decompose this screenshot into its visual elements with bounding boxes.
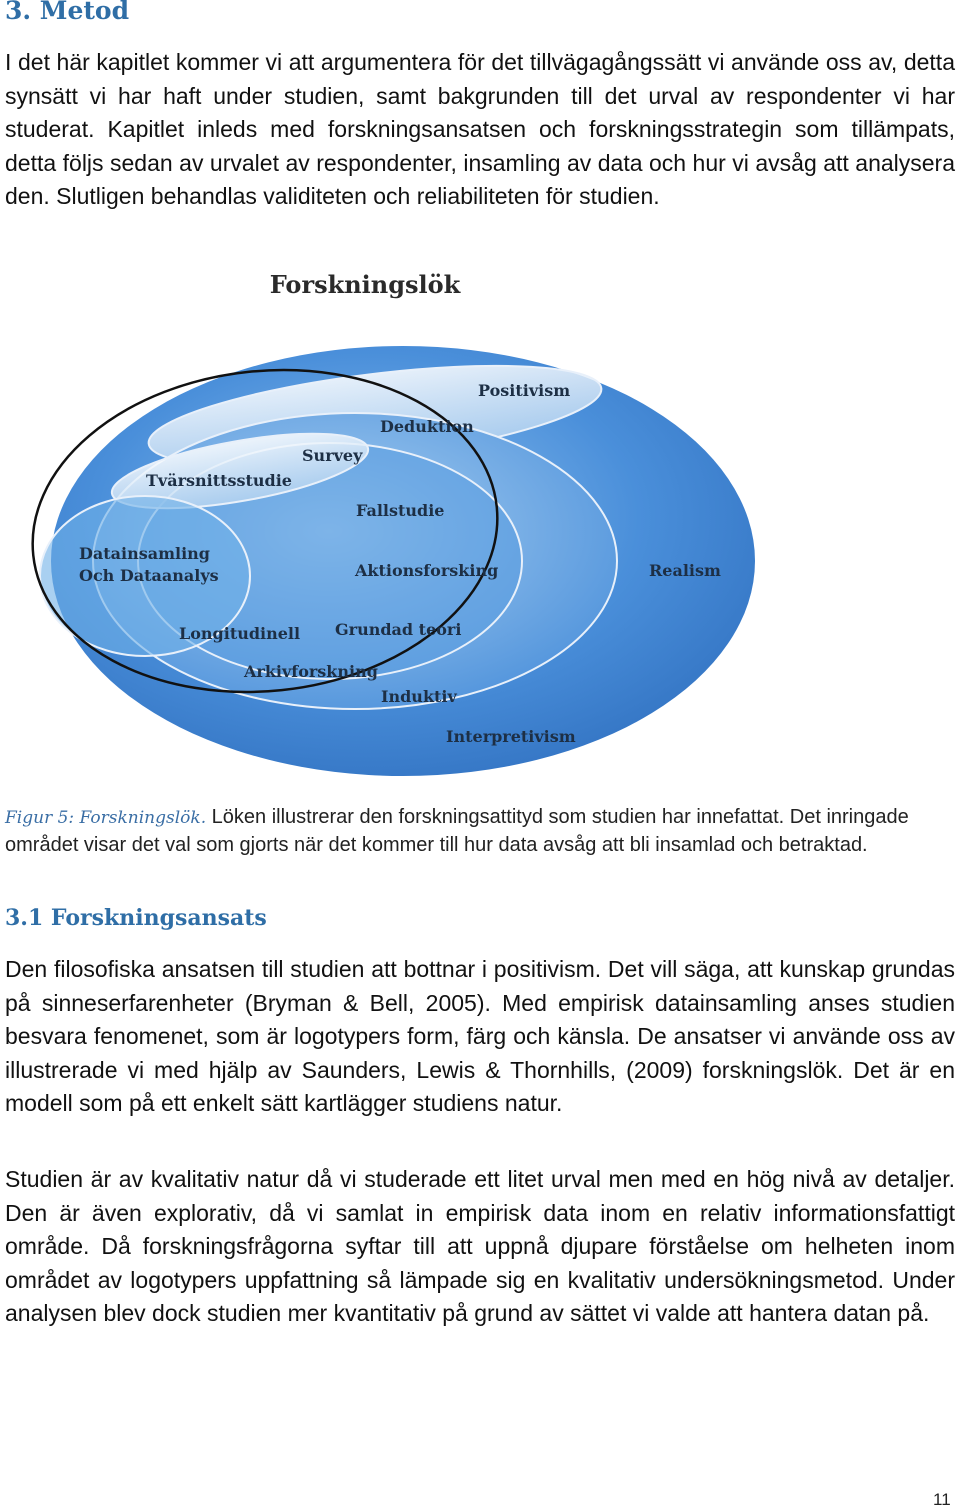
label-survey: Survey (302, 446, 363, 465)
figure-title: Forskningslök (269, 270, 461, 299)
label-tvarsnittsstudie: Tvärsnittsstudie (146, 471, 292, 490)
label-induktiv: Induktiv (381, 687, 457, 706)
label-arkivforskning: Arkivforskning (244, 662, 378, 681)
research-onion-diagram (20, 256, 760, 786)
research-onion-figure (20, 256, 760, 786)
label-grundad-teori: Grundad teori (335, 620, 462, 639)
label-fallstudie: Fallstudie (356, 501, 445, 520)
caption-label: Figur 5: Forskningslök. (5, 808, 207, 828)
label-interpretivism: Interpretivism (446, 727, 576, 746)
intro-paragraph: I det här kapitlet kommer vi att argumentera för det tillvägagångssätt vi använde oss av, detta synsätt vi har haft under studien, samt bakgrunden till det urval av respondenter vi har studerat. Kapitlet inleds med forskningsansatsen och forskningsstrategin som tillämpats, detta följs sedan av urvalet av respondenter, insamling av data och hur vi avsåg att analysera den. Slutligen behandlas validiteten och reliabiliteten för studien. (5, 49, 955, 210)
page-number: 11 (933, 1490, 951, 1509)
chapter-heading: 3. Metod (5, 0, 130, 25)
label-datainsamling: Datainsamling (79, 544, 210, 563)
section-heading: 3.1 Forskningsansats (5, 905, 267, 931)
label-aktionsforsking: Aktionsforsking (355, 561, 499, 580)
label-longitudinell: Longitudinell (179, 624, 301, 643)
section-paragraph-2: Studien är av kvalitativ natur då vi studerade ett litet urval men med en hög nivå av detaljer. Den är även explorativ, då vi samlat in empirisk data inom en relativ informationsfattigt område. Då forskningsfrågorna syftar till att uppnå djupare förståelse om helheten inom området av logotypers uppfattning så lämpade sig en kvalitativ undersökningsmetod. Under analysen blev dock studien mer kvantitativ på grund av sättet vi valde att hantera datan på. (5, 1166, 955, 1327)
label-dataanalys: Och Dataanalys (79, 566, 219, 585)
label-positivism: Positivism (478, 381, 571, 400)
label-deduktion: Deduktion (380, 417, 474, 436)
figure-caption (5, 804, 955, 858)
section-paragraph-1: Den filosofiska ansatsen till studien att bottnar i positivism. Det vill säga, att kunskap grundas på sinneserfarenheter (Bryman & Bell, 2005). Med empirisk datainsamling anses studien besvara fenomenet, som är logotypers form, färg och känsla. De ansatser vi använde oss av illustrerade vi med hjälp av Saunders, Lewis & Thornhills, (2009) forskningslök. Det är en modell som på ett enkelt sätt kartlägger studiens natur. (5, 956, 955, 1117)
label-realism: Realism (649, 561, 721, 580)
caption-text: Löken illustrerar den forskningsattityd som studien har innefattat. Det inringade området visar det val som gjorts när det kommer till hur data avsåg att bli insamlad och betraktad. (5, 806, 909, 856)
